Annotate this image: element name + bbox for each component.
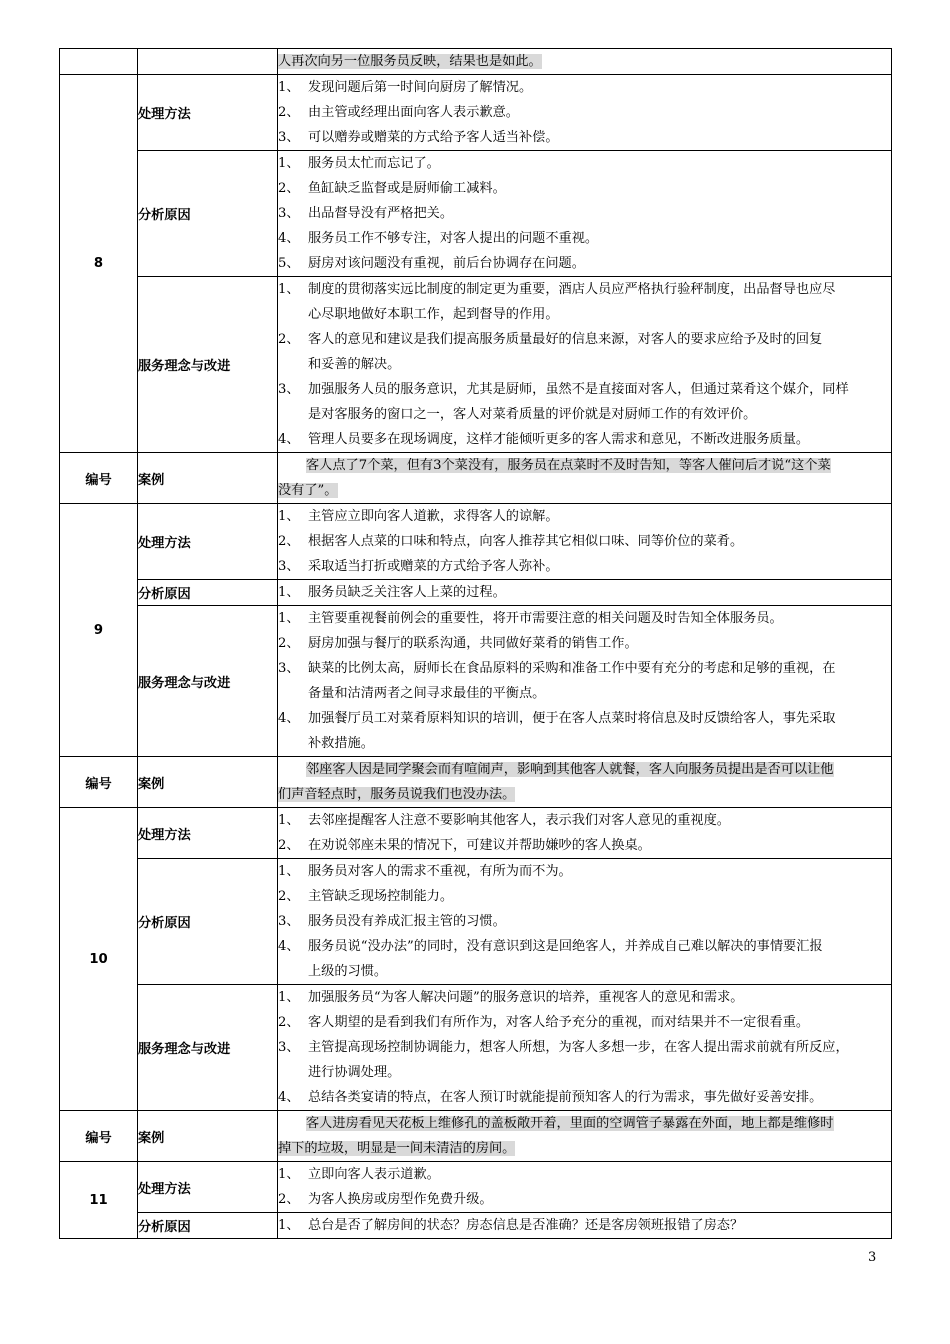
content-cell <box>278 49 892 75</box>
section-content <box>278 151 892 277</box>
list-item <box>278 554 891 579</box>
list-item <box>278 1035 891 1085</box>
item-number: 3、 <box>278 130 300 145</box>
item-number: 2、 <box>278 838 300 853</box>
text-line: 根据客人点菜的口味和特点，向客人推荐其它相似口味、同等价位的菜肴。 <box>308 534 744 549</box>
text-line: 补救措施。 <box>308 736 374 751</box>
section-label: 处理方法 <box>138 504 278 580</box>
text-line: 主管要重视餐前例会的重要性，将开市需要注意的相关问题及时告知全体服务员。 <box>308 611 783 626</box>
list-item <box>278 606 891 631</box>
section-content <box>278 1213 892 1239</box>
section-row <box>60 985 892 1111</box>
item-text <box>308 226 891 251</box>
section-content <box>278 808 892 859</box>
case-header-row <box>60 453 892 504</box>
item-number: 3、 <box>278 914 300 929</box>
item-text <box>308 377 891 427</box>
text-line: 主管提高现场控制协调能力，想客人所想，为客人多想一步，在客人提出需求前就有所反应， <box>308 1040 849 1055</box>
item-number: 1、 <box>278 80 300 95</box>
list-item <box>278 1162 891 1187</box>
section-label: 分析原因 <box>138 151 278 277</box>
case-number: 9 <box>60 504 138 757</box>
item-number: 1、 <box>278 813 300 828</box>
item-number: 1、 <box>278 864 300 879</box>
case-number-label: 编号 <box>60 1111 138 1162</box>
section-content <box>278 859 892 985</box>
list-item <box>278 251 891 276</box>
item-text <box>308 1187 891 1212</box>
section-row <box>60 277 892 453</box>
case-description <box>278 453 892 504</box>
list-item <box>278 934 891 984</box>
case-table-body <box>60 49 892 1239</box>
continuation-row <box>60 49 892 75</box>
section-label: 处理方法 <box>138 808 278 859</box>
highlighted-text: 人再次向另一位服务员反映，结果也是如此。 <box>278 54 542 69</box>
text-line: 客人期望的是看到我们有所作为，对客人给予充分的重视，而对结果并不一定很看重。 <box>308 1015 810 1030</box>
list-item <box>278 833 891 858</box>
list-item <box>278 1213 891 1238</box>
item-text <box>308 859 891 884</box>
item-text <box>308 327 891 377</box>
section-row <box>60 580 892 606</box>
section-label: 分析原因 <box>138 580 278 606</box>
item-number: 1、 <box>278 282 300 297</box>
list-item <box>278 631 891 656</box>
text-line: 心尽职地做好本职工作，起到督导的作用。 <box>308 307 559 322</box>
text-line: 服务员太忙而忘记了。 <box>308 156 440 171</box>
item-number: 1、 <box>278 611 300 626</box>
item-text <box>308 580 891 605</box>
item-number: 2、 <box>278 889 300 904</box>
text-line: 上级的习惯。 <box>308 964 388 979</box>
text-line: 主管缺乏现场控制能力。 <box>308 889 454 904</box>
case-number: 10 <box>60 808 138 1111</box>
item-number: 2、 <box>278 181 300 196</box>
list-item <box>278 176 891 201</box>
item-text <box>308 201 891 226</box>
item-number: 4、 <box>278 432 300 447</box>
text-line: 加强餐厅员工对菜肴原料知识的培训，便于在客人点菜时将信息及时反馈给客人，事先采取 <box>308 711 836 726</box>
item-text <box>308 909 891 934</box>
text-line: 是对客服务的窗口之一，客人对菜肴质量的评价就是对厨师工作的有效评价。 <box>308 407 757 422</box>
case-label: 案例 <box>138 1111 278 1162</box>
list-item <box>278 859 891 884</box>
number-cell <box>60 49 138 75</box>
text-line: 服务员说“没办法”的同时，没有意识到这是回绝客人，并养成自己难以解决的事情要汇报 <box>308 939 823 954</box>
list-item <box>278 580 891 605</box>
section-label: 处理方法 <box>138 1162 278 1213</box>
list-item <box>278 529 891 554</box>
case-description <box>278 1111 892 1162</box>
section-row <box>60 75 892 151</box>
text-line: 主管应立即向客人道歉，求得客人的谅解。 <box>308 509 559 524</box>
section-row <box>60 1162 892 1213</box>
item-text <box>308 656 891 706</box>
item-text <box>308 554 891 579</box>
item-number: 3、 <box>278 206 300 221</box>
section-label: 处理方法 <box>138 75 278 151</box>
item-text <box>308 251 891 276</box>
text-line: 总结各类宴请的特点，在客人预订时就能提前预知客人的行为需求，事先做好妥善安排。 <box>308 1090 823 1105</box>
section-row <box>60 859 892 985</box>
item-text <box>308 706 891 756</box>
list-item <box>278 1085 891 1110</box>
section-row <box>60 606 892 757</box>
item-text <box>308 606 891 631</box>
item-number: 2、 <box>278 332 300 347</box>
section-label: 分析原因 <box>138 1213 278 1239</box>
list-item <box>278 75 891 100</box>
list-item <box>278 427 891 452</box>
item-text <box>308 125 891 150</box>
section-content <box>278 277 892 453</box>
text-line: 服务员没有养成汇报主管的习惯。 <box>308 914 506 929</box>
section-row <box>60 1213 892 1239</box>
item-number: 3、 <box>278 559 300 574</box>
item-number: 4、 <box>278 231 300 246</box>
item-text <box>308 1162 891 1187</box>
item-text <box>308 277 891 327</box>
case-header-row <box>60 1111 892 1162</box>
text-line: 进行协调处理。 <box>308 1065 401 1080</box>
section-label: 服务理念与改进 <box>138 277 278 453</box>
section-content <box>278 504 892 580</box>
item-text <box>308 529 891 554</box>
text-line: 服务员对客人的需求不重视，有所为而不为。 <box>308 864 572 879</box>
case-number-label: 编号 <box>60 453 138 504</box>
text-line <box>278 453 891 478</box>
item-number: 3、 <box>278 1040 300 1055</box>
section-content <box>278 1162 892 1213</box>
item-text <box>308 985 891 1010</box>
section-label: 服务理念与改进 <box>138 985 278 1111</box>
case-header-row <box>60 757 892 808</box>
list-item <box>278 985 891 1010</box>
highlighted-text: 们声音轻点时，服务员说我们也没办法。 <box>278 787 516 802</box>
item-number: 4、 <box>278 1090 300 1105</box>
list-item <box>278 656 891 706</box>
case-label: 案例 <box>138 453 278 504</box>
section-content <box>278 985 892 1111</box>
item-text <box>308 504 891 529</box>
highlighted-text: 没有了”。 <box>278 483 338 498</box>
list-item <box>278 1187 891 1212</box>
text-line: 可以赠券或赠菜的方式给予客人适当补偿。 <box>308 130 559 145</box>
list-item <box>278 201 891 226</box>
case-number-label: 编号 <box>60 757 138 808</box>
text-line: 由主管或经理出面向客人表示歉意。 <box>308 105 519 120</box>
text-line: 备量和沽清两者之间寻求最佳的平衡点。 <box>308 686 546 701</box>
highlighted-text: 客人点了7个菜，但有3个菜没有，服务员在点菜时不及时告知，等客人催问后才说“这个菜 <box>306 458 831 473</box>
item-number: 5、 <box>278 256 300 271</box>
text-line: 出品督导没有严格把关。 <box>308 206 454 221</box>
text-line <box>278 49 891 74</box>
item-number: 1、 <box>278 156 300 171</box>
case-description <box>278 757 892 808</box>
text-line: 服务员工作不够专注，对客人提出的问题不重视。 <box>308 231 599 246</box>
item-number: 4、 <box>278 711 300 726</box>
text-line: 发现问题后第一时间向厨房了解情况。 <box>308 80 533 95</box>
list-item <box>278 377 891 427</box>
text-line: 加强服务人员的服务意识，尤其是厨师，虽然不是直接面对客人，但通过菜肴这个媒介，同样 <box>308 382 849 397</box>
list-item <box>278 125 891 150</box>
item-text <box>308 934 891 984</box>
text-line: 服务员缺乏关注客人上菜的过程。 <box>308 585 506 600</box>
text-line: 管理人员要多在现场调度，这样才能倾听更多的客人需求和意见，不断改进服务质量。 <box>308 432 810 447</box>
section-content <box>278 75 892 151</box>
section-row <box>60 151 892 277</box>
text-line: 立即向客人表示道歉。 <box>308 1167 440 1182</box>
item-number: 1、 <box>278 1218 300 1233</box>
case-table <box>59 48 892 1239</box>
item-number: 3、 <box>278 661 300 676</box>
text-line: 厨房对该问题没有重视，前后台协调存在问题。 <box>308 256 585 271</box>
item-text <box>308 151 891 176</box>
item-text <box>308 176 891 201</box>
text-line: 在劝说邻座未果的情况下，可建议并帮助嫌吵的客人换桌。 <box>308 838 651 853</box>
section-row <box>60 504 892 580</box>
label-cell <box>138 49 278 75</box>
text-line <box>278 1136 891 1161</box>
section-label: 服务理念与改进 <box>138 606 278 757</box>
item-number: 2、 <box>278 1192 300 1207</box>
list-item <box>278 884 891 909</box>
list-item <box>278 706 891 756</box>
item-text <box>308 75 891 100</box>
section-row <box>60 808 892 859</box>
text-line: 鱼缸缺乏监督或是厨师偷工减料。 <box>308 181 506 196</box>
highlighted-text: 掉下的垃圾，明显是一间未清洁的房间。 <box>278 1141 516 1156</box>
text-line <box>278 478 891 503</box>
list-item <box>278 504 891 529</box>
item-number: 1、 <box>278 585 300 600</box>
text-line: 加强服务员“为客人解决问题”的服务意识的培养，重视客人的意见和需求。 <box>308 990 744 1005</box>
list-item <box>278 226 891 251</box>
list-item <box>278 808 891 833</box>
item-number: 2、 <box>278 534 300 549</box>
item-number: 3、 <box>278 382 300 397</box>
highlighted-text: 客人进房看见天花板上维修孔的盖板敞开着，里面的空调管子暴露在外面，地上都是维修时 <box>306 1116 834 1131</box>
item-text <box>308 100 891 125</box>
item-text <box>308 808 891 833</box>
text-line: 缺菜的比例太高，厨师长在食品原料的采购和准备工作中要有充分的考虑和足够的重视，在 <box>308 661 836 676</box>
item-text <box>308 884 891 909</box>
text-line: 厨房加强与餐厅的联系沟通，共同做好菜肴的销售工作。 <box>308 636 638 651</box>
case-number: 11 <box>60 1162 138 1239</box>
list-item <box>278 100 891 125</box>
text-line: 去邻座提醒客人注意不要影响其他客人，表示我们对客人意见的重视度。 <box>308 813 730 828</box>
list-item <box>278 277 891 327</box>
list-item <box>278 151 891 176</box>
list-item <box>278 1010 891 1035</box>
item-text <box>308 1035 891 1085</box>
item-text <box>308 1213 891 1238</box>
text-line: 采取适当打折或赠菜的方式给予客人弥补。 <box>308 559 559 574</box>
text-line: 客人的意见和建议是我们提高服务质量最好的信息来源，对客人的要求应给予及时的回复 <box>308 332 823 347</box>
item-number: 2、 <box>278 636 300 651</box>
item-text <box>308 1010 891 1035</box>
item-number: 4、 <box>278 939 300 954</box>
section-label: 分析原因 <box>138 859 278 985</box>
item-text <box>308 1085 891 1110</box>
case-number: 8 <box>60 75 138 453</box>
list-item <box>278 327 891 377</box>
item-text <box>308 833 891 858</box>
text-line <box>278 1111 891 1136</box>
text-line <box>278 757 891 782</box>
text-line: 为客人换房或房型作免费升级。 <box>308 1192 493 1207</box>
text-line: 总台是否了解房间的状态？房态信息是否准确？还是客房领班报错了房态？ <box>308 1218 744 1233</box>
item-text <box>308 631 891 656</box>
section-content <box>278 606 892 757</box>
item-number: 2、 <box>278 105 300 120</box>
text-line: 和妥善的解决。 <box>308 357 401 372</box>
text-line: 制度的贯彻落实远比制度的制定更为重要，酒店人员应严格执行验秤制度，出品督导也应尽 <box>308 282 836 297</box>
text-line <box>278 782 891 807</box>
item-number: 1、 <box>278 1167 300 1182</box>
item-text <box>308 427 891 452</box>
list-item <box>278 909 891 934</box>
highlighted-text: 邻座客人因是同学聚会而有喧闹声，影响到其他客人就餐，客人向服务员提出是否可以让他 <box>306 762 834 777</box>
page-number: 3 <box>868 1250 877 1265</box>
item-number: 1、 <box>278 990 300 1005</box>
section-content <box>278 580 892 606</box>
item-number: 1、 <box>278 509 300 524</box>
item-number: 2、 <box>278 1015 300 1030</box>
case-label: 案例 <box>138 757 278 808</box>
